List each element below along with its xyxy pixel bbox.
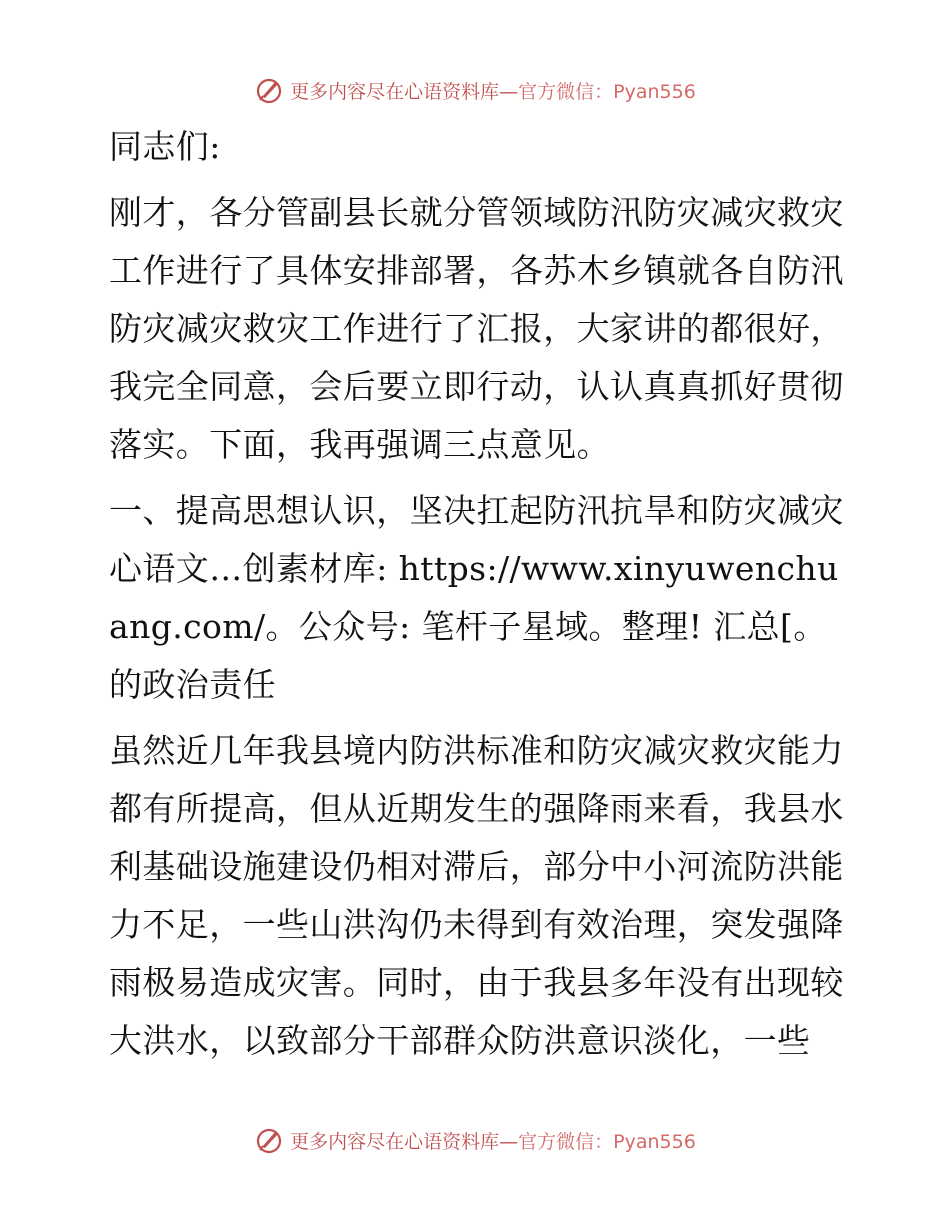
banner-site-text: 更多内容尽在心语资料库— [290, 1130, 519, 1153]
quill-pen-logo-icon [254, 75, 284, 105]
paragraph-intro: 刚才，各分管副县长就分管领域防汛防灾减灾救灾工作进行了具体安排部署，各苏木乡镇就各自防汛防灾减灾救灾工作进行了汇报，大家讲的都很好，我完全同意，会后要立即行动，认认真真抓好贯彻落实。下面，我再强调三点意见。 [109, 193, 844, 464]
quill-pen-logo-icon [254, 1125, 284, 1155]
footer-watermark-banner [0, 1120, 950, 1160]
paragraph-body: 虽然近几年我县境内防洪标准和防灾减灾救灾能力都有所提高，但从近期发生的强降雨来看，我县水利基础设施建设仍相对滞后，部分中小河流防洪能力不足，一些山洪沟仍未得到有效治理，突发强降雨极易造成灾害。同时，由于我县多年没有出现较大洪水，以致部分干部群众防洪意识淡化，一些 [109, 731, 844, 1060]
document-body [97, 118, 857, 1078]
banner-wechat-text: 官方微信：Pyan556 [518, 1130, 696, 1153]
salutation: 同志们: [109, 127, 221, 166]
section-heading-one: 一、提高思想认识，坚决扛起防汛抗旱和防灾减灾心语文…创素材库: https://www.xinyuwenchuang.com/。公众号: 笔杆子星域。整理! 汇总[。的政治责任 [109, 491, 844, 704]
header-watermark-banner [0, 70, 950, 110]
banner-site-text: 更多内容尽在心语资料库— [290, 80, 519, 103]
banner-wechat-text: 官方微信：Pyan556 [518, 80, 696, 103]
